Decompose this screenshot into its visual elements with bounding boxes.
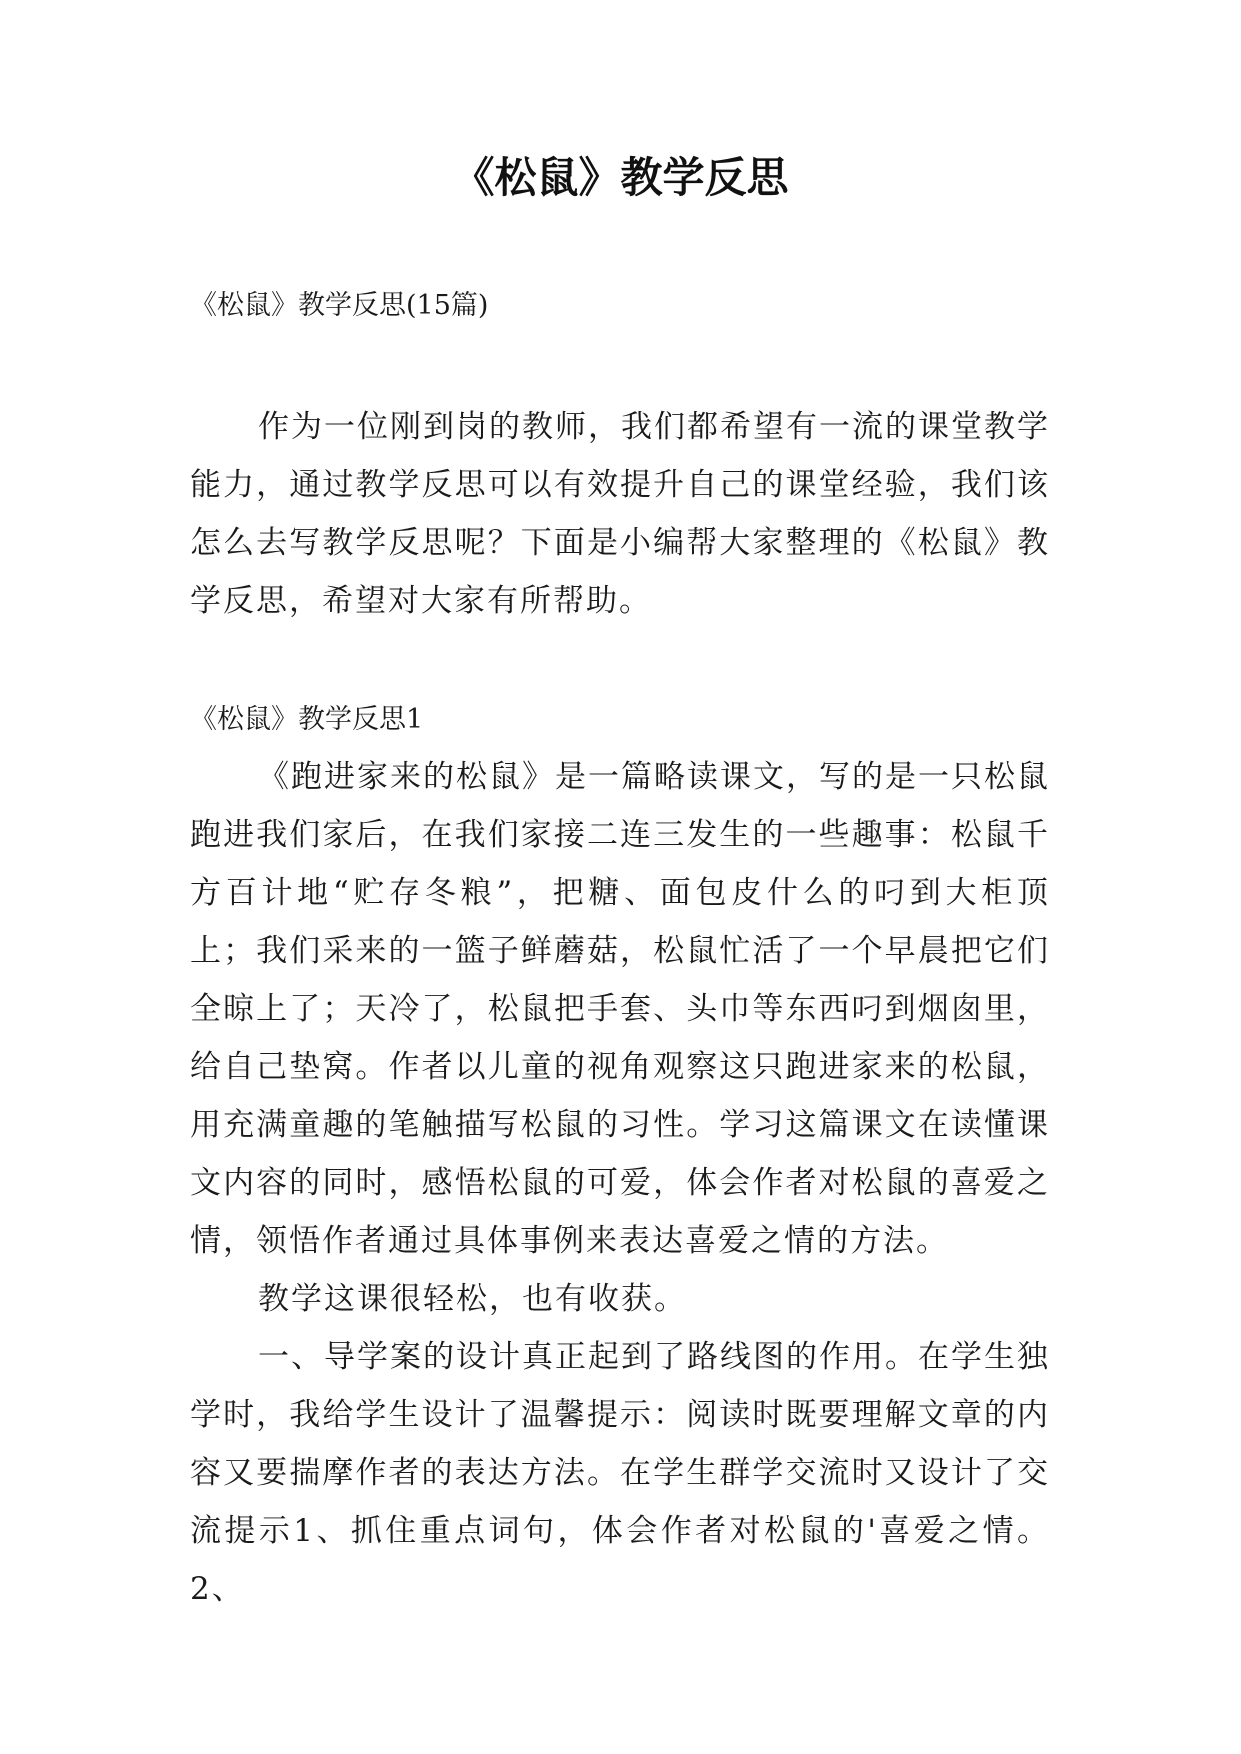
section-body [190, 748, 1050, 1618]
document-title: 《松鼠》教学反思 [452, 153, 789, 202]
section-heading: 《松鼠》教学反思1 [190, 704, 424, 735]
body-paragraph: 一、导学案的设计真正起到了路线图的作用。在学生独学时，我给学生设计了温馨提示：阅读时既要理解文章的内容又要揣摩作者的表达方法。在学生群学交流时又设计了交流提示1、抓住重点词句，体会作者对松鼠的'喜爱之情。2、 [190, 1339, 1050, 1607]
intro-paragraph: 作为一位刚到岗的教师，我们都希望有一流的课堂教学能力，通过教学反思可以有效提升自己的课堂经验，我们该怎么去写教学反思呢？下面是小编帮大家整理的《松鼠》教学反思，希望对大家有所帮助。 [190, 409, 1050, 619]
document-subtitle: 《松鼠》教学反思(15篇) [190, 290, 489, 321]
body-paragraph: 教学这课很轻松，也有收获。 [258, 1281, 687, 1317]
body-paragraph: 《跑进家来的松鼠》是一篇略读课文，写的是一只松鼠跑进我们家后，在我们家接二连三发生的一些趣事：松鼠千方百计地“贮存冬粮”，把糖、面包皮什么的叼到大柜顶上；我们采来的一篮子鲜蘑菇，松鼠忙活了一个早晨把它们全晾上了；天冷了，松鼠把手套、头巾等东西叼到烟囱里，给自己垫窝。作者以儿童的视角观察这只跑进家来的松鼠，用充满童趣的笔触描写松鼠的习性。学习这篇课文在读懂课文内容的同时，感悟松鼠的可爱，体会作者对松鼠的喜爱之情，领悟作者通过具体事例来表达喜爱之情的方法。 [190, 759, 1050, 1259]
